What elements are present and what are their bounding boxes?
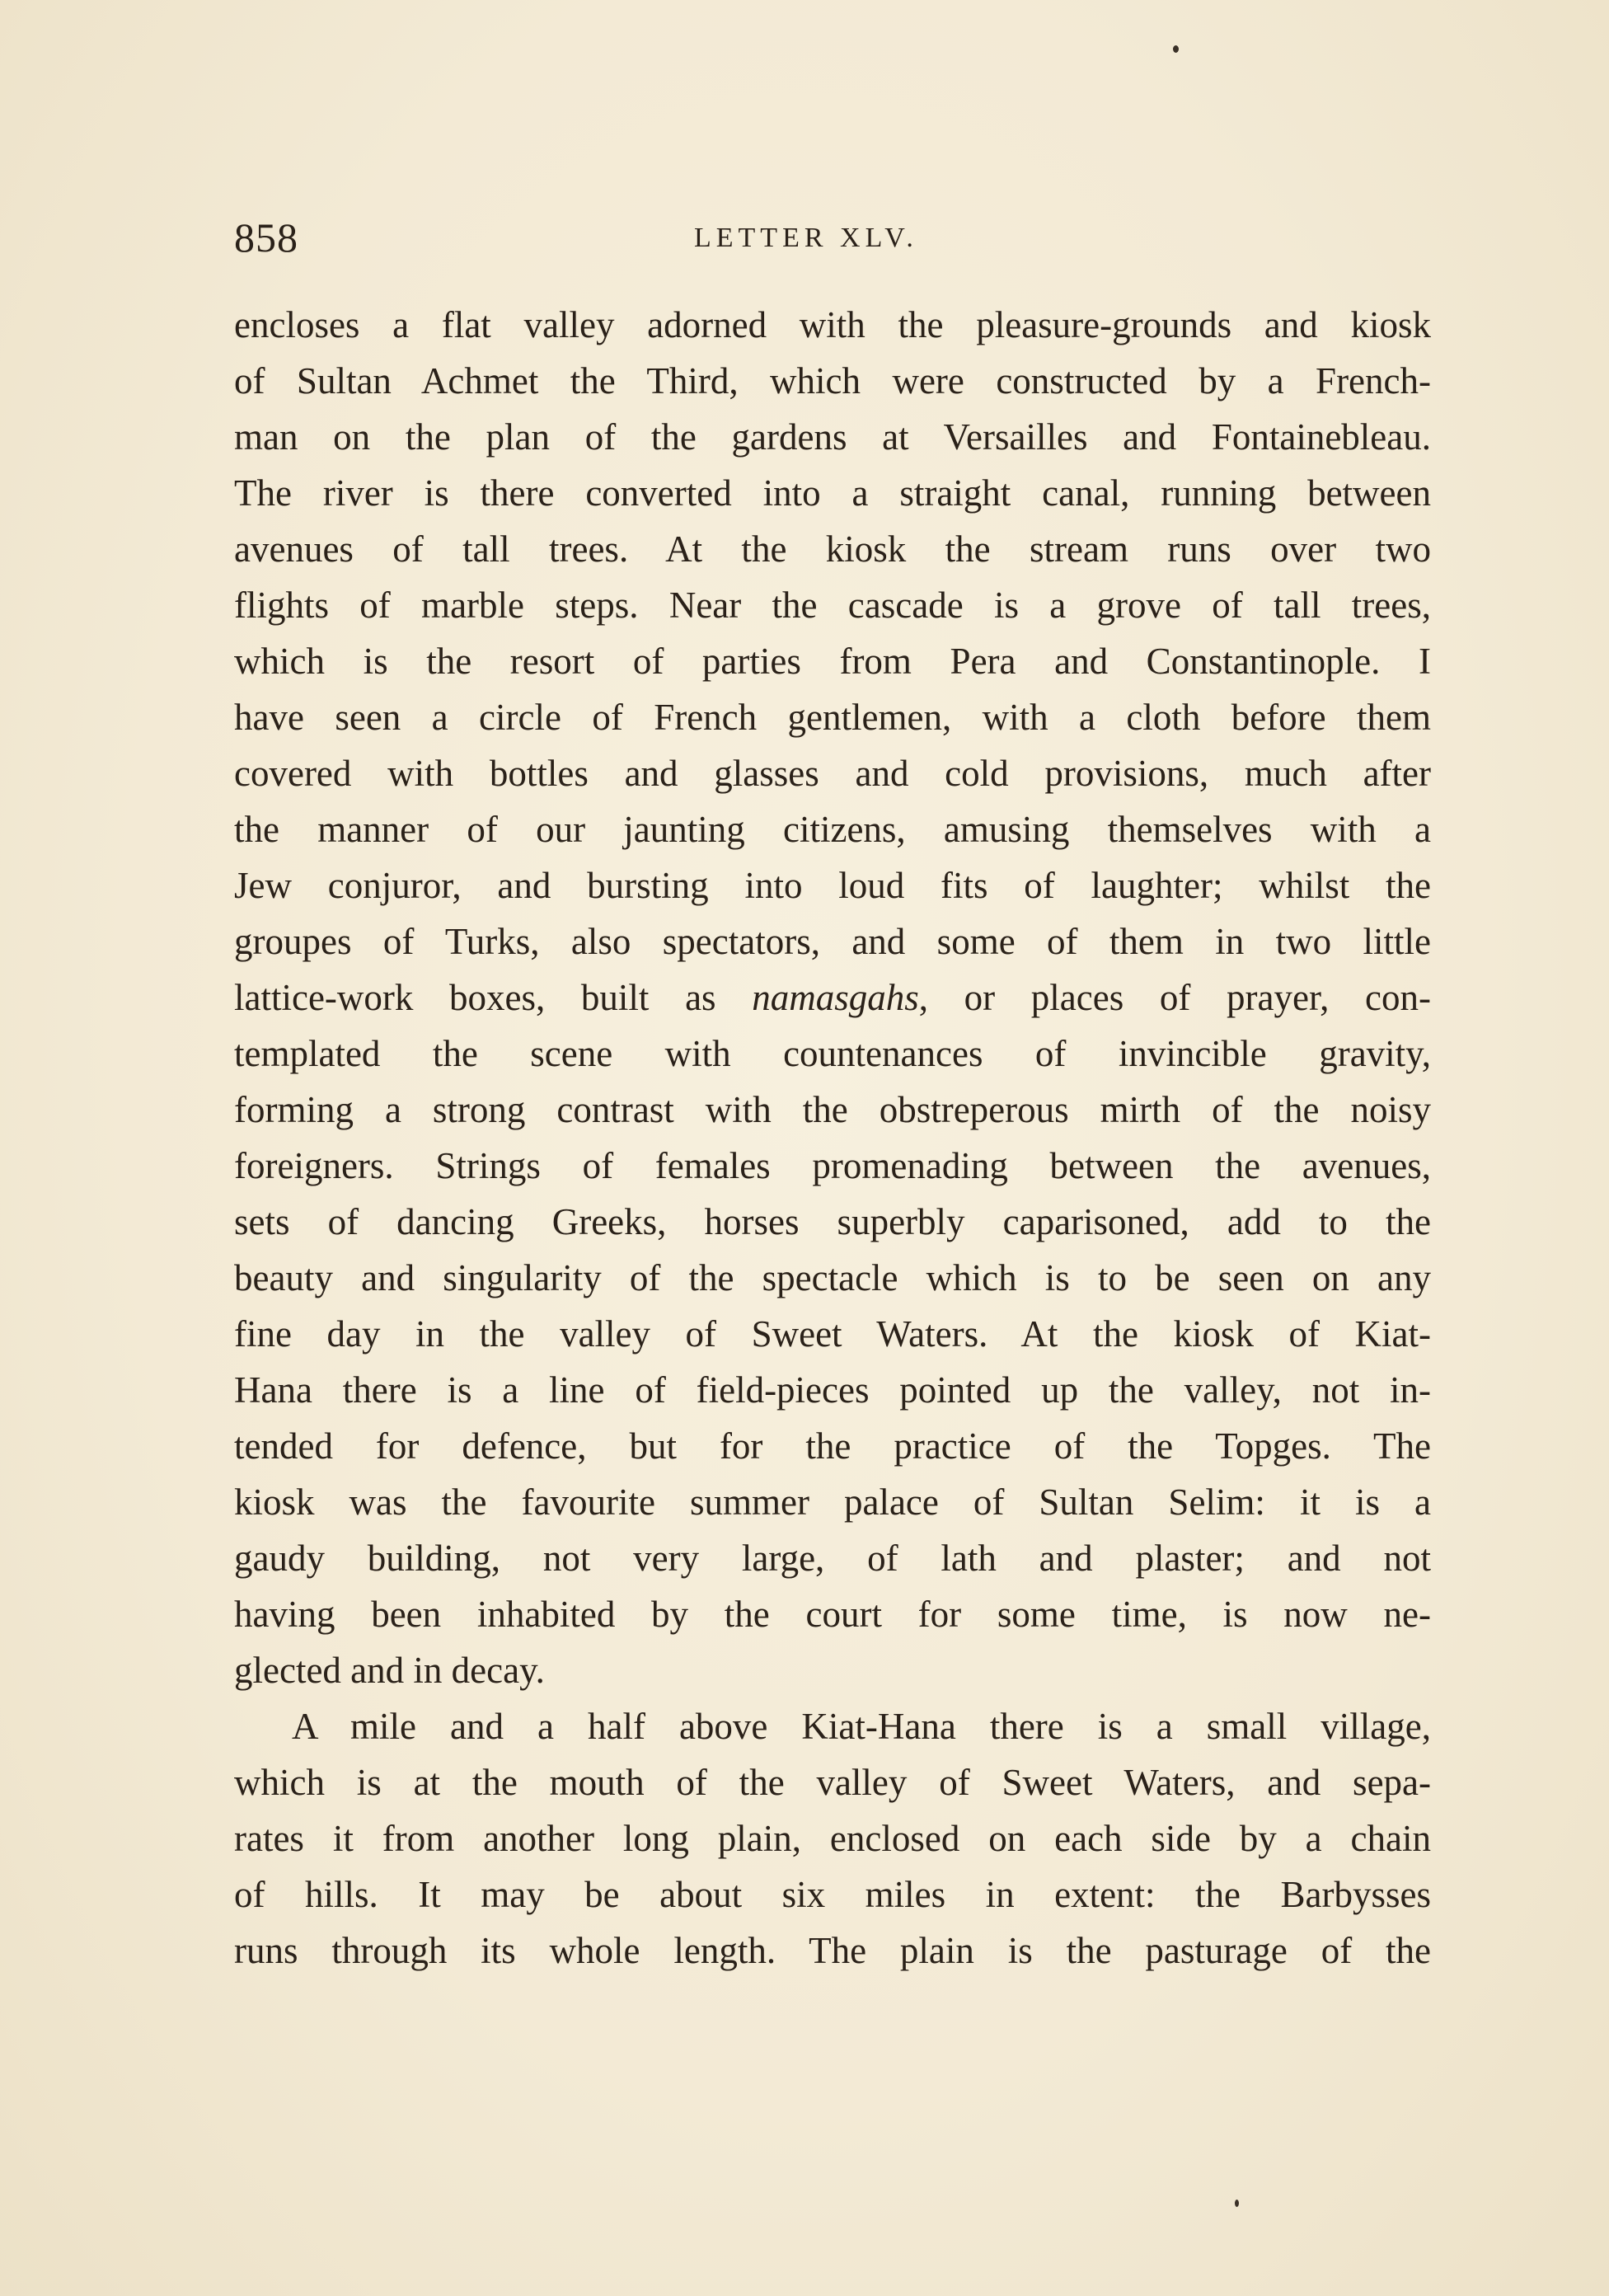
paragraph-1 bbox=[234, 297, 1431, 1698]
text-line: which is the resort of parties from Pera and Constantinople. I bbox=[234, 641, 1431, 682]
text-line: tended for defence, but for the practice of the Topges. The bbox=[234, 1425, 1431, 1467]
ink-speck bbox=[1235, 2200, 1239, 2207]
text-line: sets of dancing Greeks, horses superbly caparisoned, add to the bbox=[234, 1201, 1431, 1242]
text-line: which is at the mouth of the valley of Sweet Waters, and sepa- bbox=[234, 1762, 1431, 1803]
text-line: avenues of tall trees. At the kiosk the stream runs over two bbox=[234, 528, 1431, 570]
page-number: 858 bbox=[234, 214, 298, 261]
text-line: have seen a circle of French gentlemen, with a cloth before them bbox=[234, 697, 1431, 738]
text-line: beauty and singularity of the spectacle which is to be seen on any bbox=[234, 1257, 1431, 1298]
text-line: foreigners. Strings of females promenading between the avenues, bbox=[234, 1145, 1431, 1186]
text-line: rates it from another long plain, enclosed on each side by a chain bbox=[234, 1818, 1431, 1859]
text-line: forming a strong contrast with the obstreperous mirth of the noisy bbox=[234, 1089, 1431, 1130]
text-line: gaudy building, not very large, of lath and plaster; and not bbox=[234, 1538, 1431, 1579]
text-line: glected and in decay. bbox=[234, 1650, 545, 1691]
text-line: templated the scene with countenances of invincible gravity, bbox=[234, 1033, 1431, 1074]
text-line-with-italic bbox=[234, 970, 1431, 1026]
text-line: covered with bottles and glasses and cold provisions, much after bbox=[234, 753, 1431, 794]
text-line: runs through its whole length. The plain is the pasturage of the bbox=[234, 1930, 1431, 1971]
ink-speck bbox=[1173, 45, 1179, 53]
text-line: of hills. It may be about six miles in extent: the Barbysses bbox=[234, 1874, 1431, 1915]
text-line: of Sultan Achmet the Third, which were constructed by a French- bbox=[234, 360, 1431, 401]
text-segment: , or places of prayer, con- bbox=[918, 977, 1431, 1018]
text-line: fine day in the valley of Sweet Waters. At the kiosk of Kiat- bbox=[234, 1313, 1431, 1355]
text-line: man on the plan of the gardens at Versailles and Fontainebleau. bbox=[234, 416, 1431, 458]
text-line: Hana there is a line of field-pieces pointed up the valley, not in- bbox=[234, 1369, 1431, 1411]
body-text bbox=[234, 297, 1431, 1979]
text-line: The river is there converted into a straight canal, running between bbox=[234, 472, 1431, 514]
text-line: Jew conjuror, and bursting into loud fits of laughter; whilst the bbox=[234, 865, 1431, 906]
italic-term: namasgahs bbox=[752, 977, 919, 1018]
text-line: the manner of our jaunting citizens, amusing themselves with a bbox=[234, 809, 1431, 850]
page-header bbox=[234, 213, 1438, 262]
text-segment: lattice-work boxes, built as bbox=[234, 977, 753, 1018]
text-line: groupes of Turks, also spectators, and some of them in two little bbox=[234, 921, 1431, 962]
paragraph-2 bbox=[234, 1698, 1431, 1979]
text-line: A mile and a half above Kiat-Hana there is a small village, bbox=[292, 1706, 1431, 1747]
text-line: having been inhabited by the court for some time, is now ne- bbox=[234, 1594, 1431, 1635]
running-head: LETTER XLV. bbox=[694, 223, 918, 253]
text-line: encloses a flat valley adorned with the pleasure-grounds and kiosk bbox=[234, 304, 1431, 345]
text-line: kiosk was the favourite summer palace of Sultan Selim: it is a bbox=[234, 1481, 1431, 1523]
text-line: flights of marble steps. Near the cascade is a grove of tall trees, bbox=[234, 585, 1431, 626]
